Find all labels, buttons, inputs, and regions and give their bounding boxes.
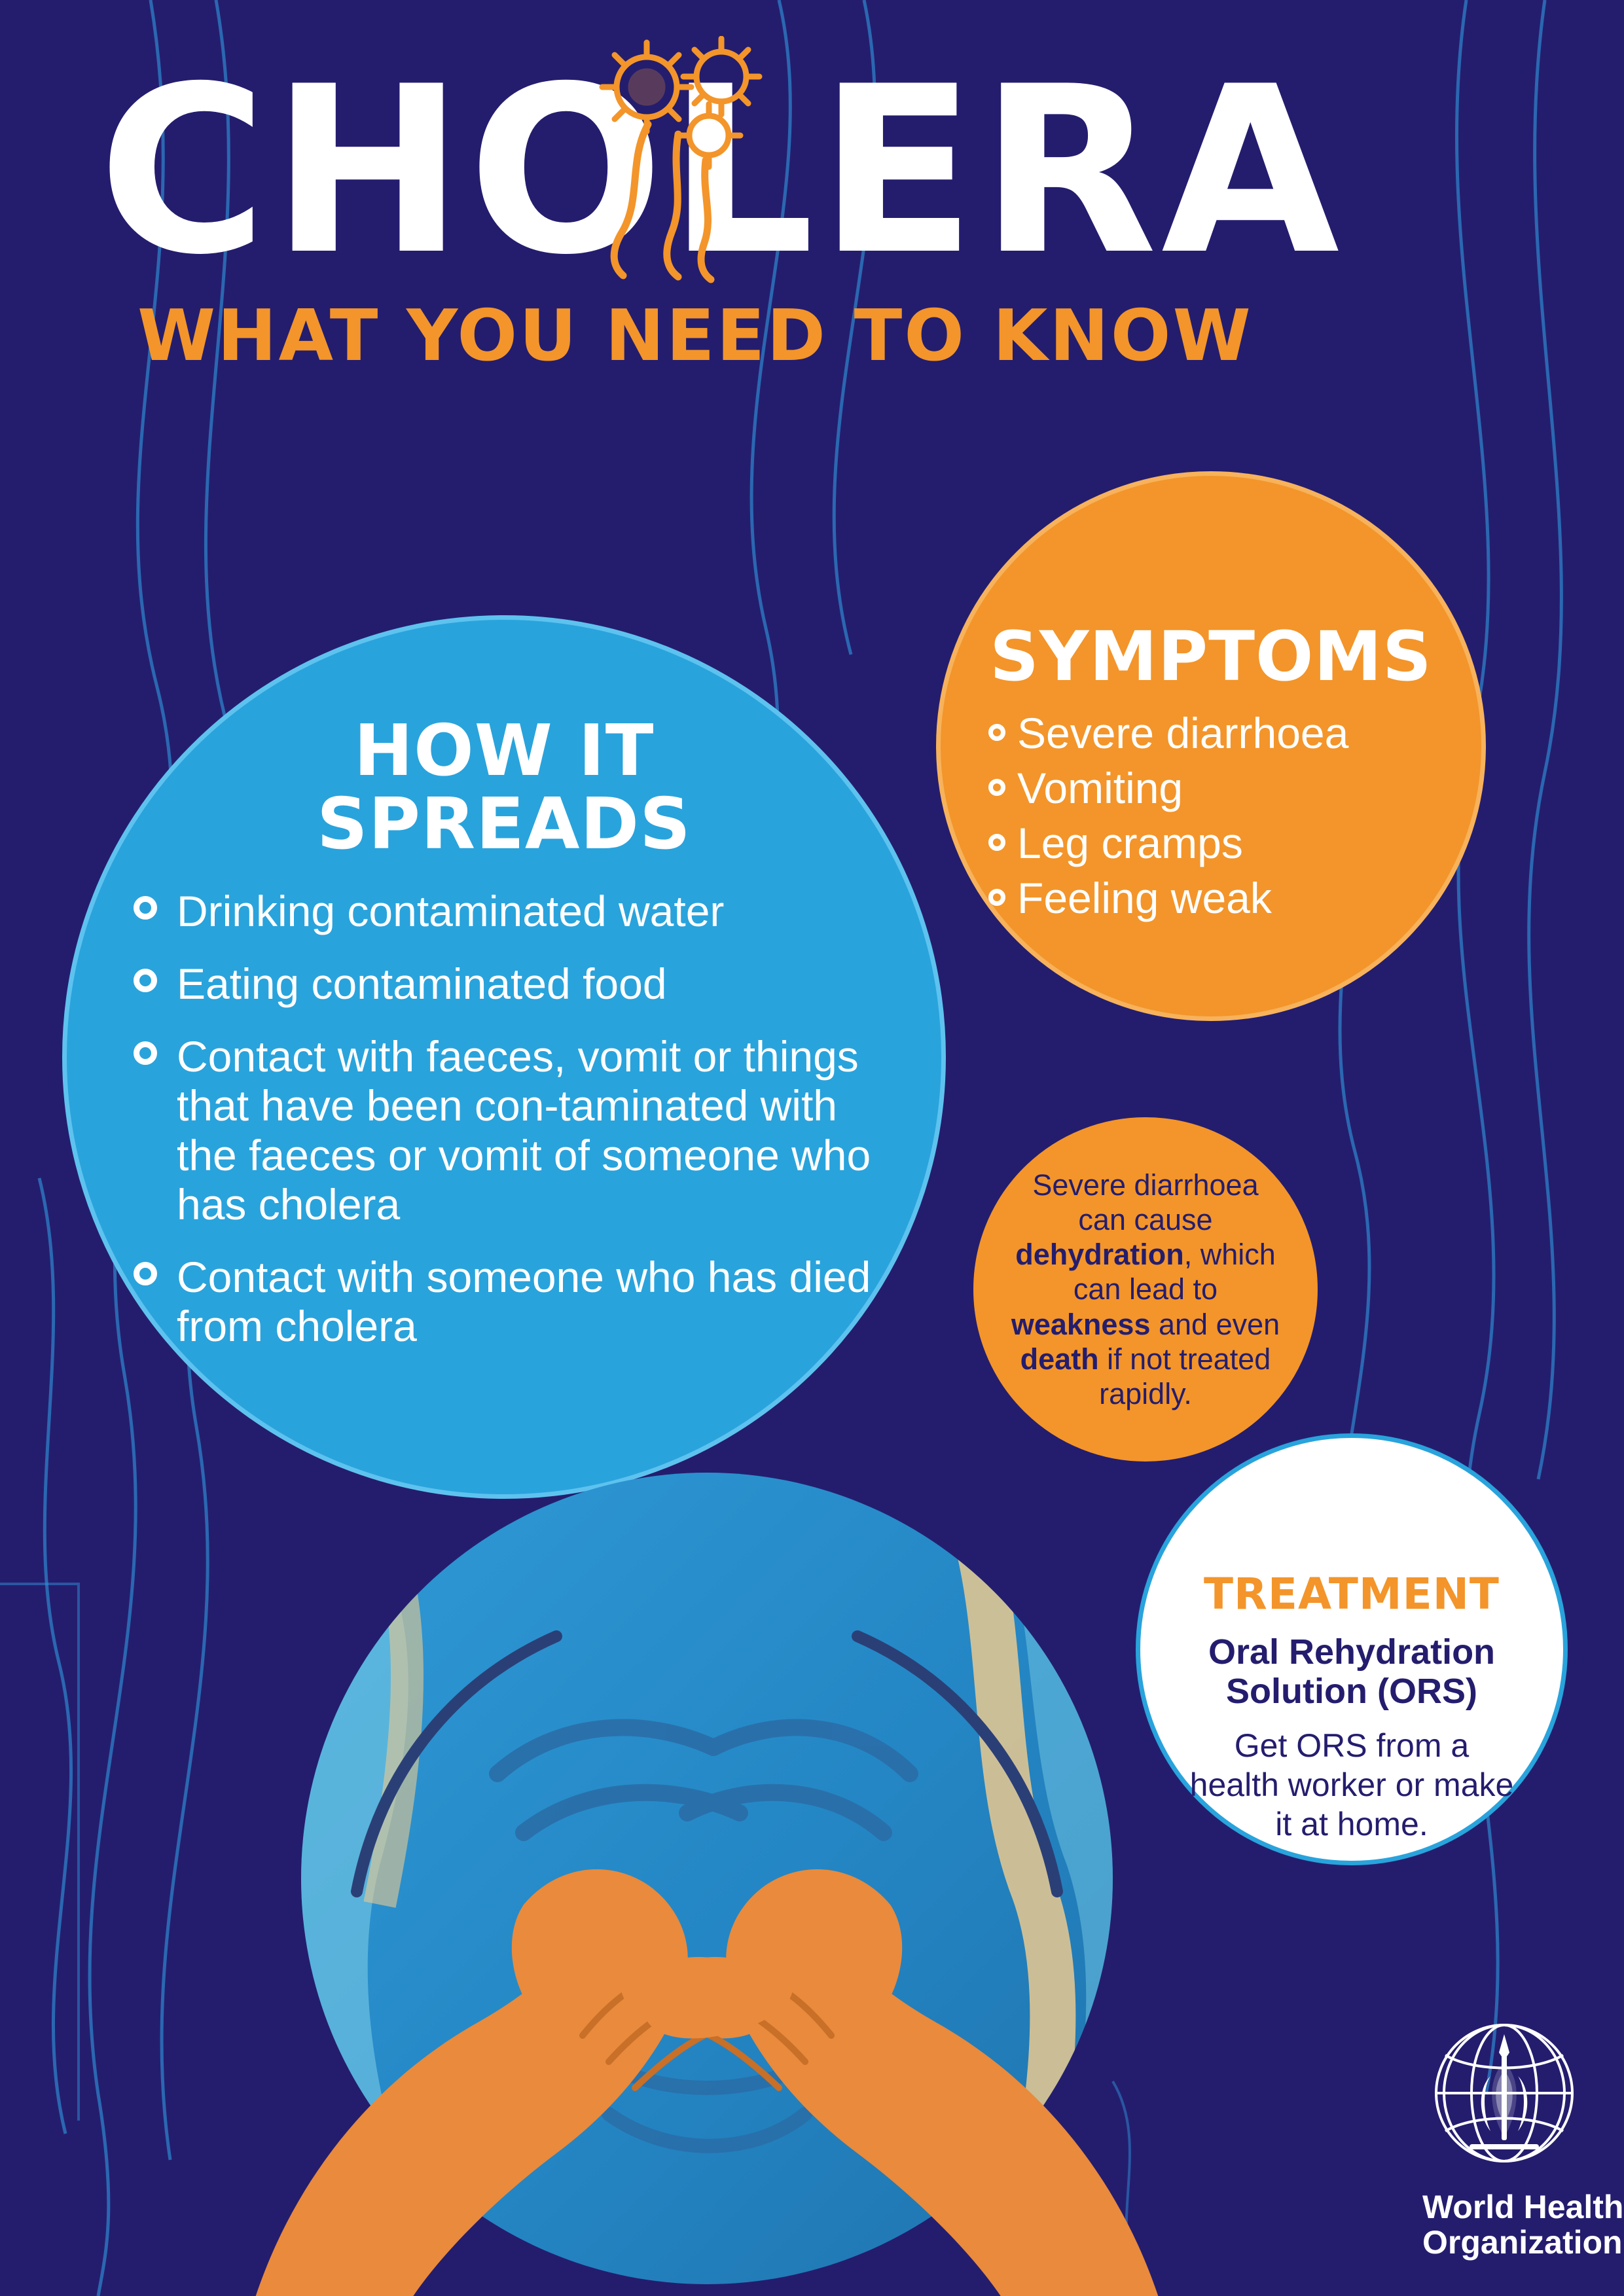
list-item [983,763,1481,814]
treatment-subheading [1140,1632,1563,1712]
how-it-spreads-card [62,615,946,1499]
dehydration-part2: , which can lead to [1073,1238,1276,1306]
treatment-card [1136,1433,1568,1865]
bullet-dot-icon [988,889,1005,906]
list-item [983,873,1481,924]
dehydration-bold3: death [1020,1342,1099,1376]
how-it-spreads-heading-line2: SPREADS [317,783,691,866]
list-item [124,960,884,1009]
page-title: CHOLERA [98,37,1344,306]
dehydration-bold2: weakness [1011,1307,1151,1341]
right-hand-icon [643,1869,1159,2296]
dehydration-part1: Severe diarrhoea can cause [1032,1168,1259,1237]
treatment-heading: TREATMENT [1204,1569,1500,1619]
list-item-text: Leg cramps [1017,818,1243,867]
who-logo [1422,2016,1624,2260]
title-block [98,37,1538,378]
list-item [983,708,1481,759]
who-logo-text [1422,2189,1624,2260]
dehydration-part4: if not treated rapidly. [1098,1342,1271,1410]
dehydration-part3: and even [1150,1307,1280,1341]
symptoms-list [941,708,1481,924]
who-logo-line2: Organization [1422,2224,1623,2261]
dehydration-note-card [969,1113,1322,1466]
how-it-spreads-heading [124,710,884,866]
how-it-spreads-heading-line1: HOW IT [353,710,655,792]
list-item-text: Severe diarrhoea [1017,709,1349,757]
list-item [983,818,1481,869]
page-subtitle: WHAT YOU NEED TO KNOW [137,295,1253,378]
dehydration-note-text [973,1168,1318,1411]
bullet-dot-icon [134,1041,157,1065]
list-item [124,887,884,936]
symptoms-card [936,471,1486,1021]
bullet-dot-icon [134,1262,157,1285]
list-item-text: Vomiting [1017,763,1183,812]
list-item-text: Drinking contaminated water [177,886,725,935]
list-item [124,1253,884,1351]
treatment-subheading-line2: Solution (ORS) [1226,1672,1477,1712]
who-logo-line1: World Health [1422,2189,1624,2225]
bullet-dot-icon [988,724,1005,741]
list-item-text: Eating contaminated food [177,959,667,1008]
left-hand-icon [255,1869,771,2296]
bullet-dot-icon [134,969,157,992]
bullet-dot-icon [988,779,1005,796]
dehydration-bold1: dehydration [1015,1238,1184,1272]
bullet-dot-icon [988,834,1005,851]
symptoms-heading: SYMPTOMS [990,617,1432,696]
who-emblem-icon [1422,2016,1586,2179]
how-it-spreads-list [124,887,884,1352]
bullet-dot-icon [134,896,157,920]
list-item-text: Contact with faeces, vomit or things that have been con-taminated with the faeces or vomit of someone who has cholera [177,1032,871,1229]
list-item-text: Contact with someone who has died from cholera [177,1253,871,1351]
list-item [124,1032,884,1229]
handwashing-globe-illustration [216,1407,1198,2296]
treatment-body-text: Get ORS from a health worker or make it at home. [1189,1727,1514,1842]
treatment-subheading-line1: Oral Rehydration [1208,1632,1496,1672]
list-item-text: Feeling weak [1017,873,1272,922]
